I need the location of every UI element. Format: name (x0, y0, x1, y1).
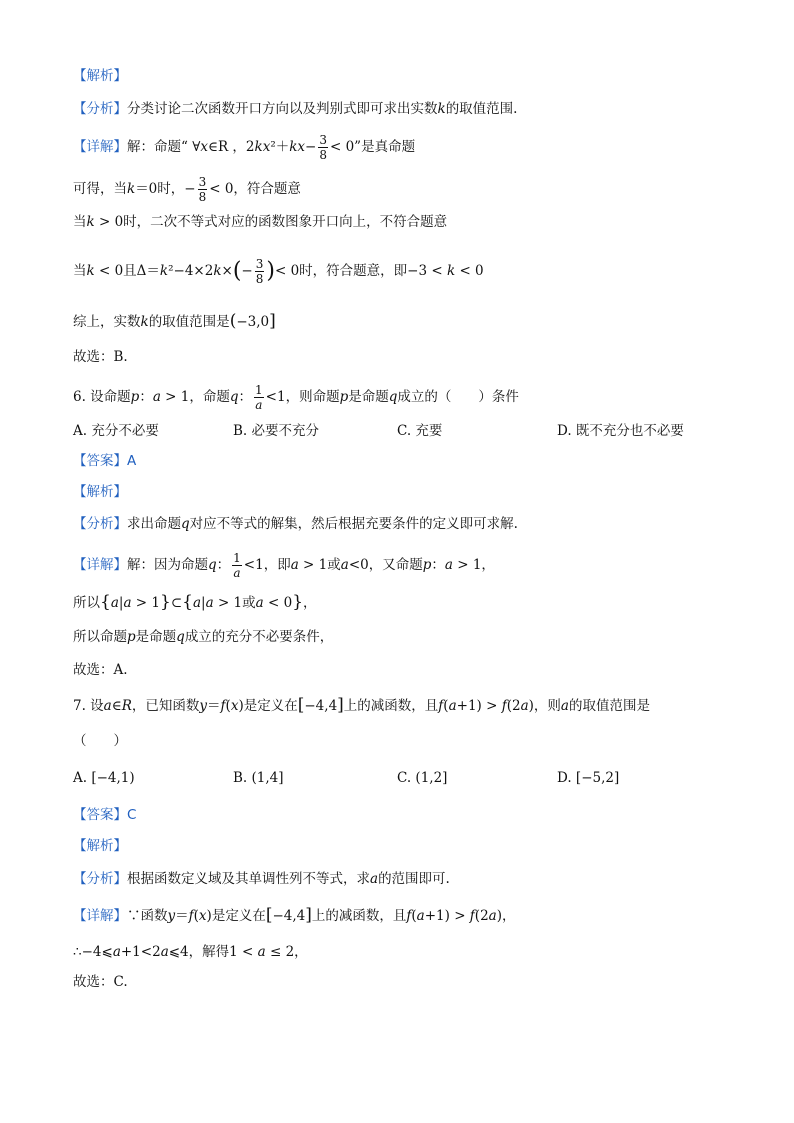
q6-jiexi-tag: 【解析】 (73, 484, 127, 500)
q6-stem: 6. 设命题p：a > 1，命题q： $\frac{1}{a}$ <1，则命题p是命题q成立的（ ）条件 (73, 383, 519, 412)
q5-fenxi-text: 分类讨论二次函数开口方向以及判别式即可求出实数k的取值范围. (127, 101, 518, 117)
q7-fenxi-tag: 【分析】 (73, 871, 127, 887)
q7-line1: ∴−4⩽a+1<2a⩽4，解得1 < a ≤ 2， (73, 944, 308, 960)
q6-option-b: B. 必要不充分 (233, 423, 320, 439)
q7-xiangjie-text: ∵函数y＝f(x)是定义在[−4,4]上的减函数，且f(a+1) > f(2a)， (127, 905, 516, 925)
q7-fenxi-text: 根据函数定义域及其单调性列不等式，求a的范围即可. (127, 871, 450, 887)
q7-daan: 【答案】C (73, 807, 137, 823)
q7-jiexi-tag: 【解析】 (73, 838, 127, 854)
q6-option-a: A. 充分不必要 (73, 423, 159, 439)
q5-xiangjie-tag: 【详解】 (73, 139, 127, 155)
q5-answer: 故选：B. (73, 349, 128, 365)
q6-option-d: D. 既不充分也不必要 (557, 423, 684, 439)
q6-xiangjie-line (73, 551, 495, 580)
q6-answer: 故选：A. (73, 662, 128, 678)
q6-fenxi-line (73, 514, 518, 534)
q7-fenxi-line (73, 869, 450, 889)
q7-xiangjie-tag: 【详解】 (73, 908, 127, 924)
q5-line3: 当k < 0且Δ＝k²−4×2k×(− $\frac{3}{8}$ )< 0时，符合题意，即−3 < k < 0 (73, 257, 484, 286)
q6-line2: 所以命题p是命题q成立的充分不必要条件， (73, 629, 334, 645)
q7-option-d: D. [−5,2] (557, 770, 620, 786)
q7-xiangjie-line (73, 905, 516, 926)
q6-fenxi-text: 求出命题q对应不等式的解集，然后根据充要条件的定义即可求解. (127, 516, 518, 532)
q5-line4: 综上，实数k的取值范围是(−3,0] (73, 311, 276, 331)
q6-xiangjie-tag: 【详解】 (73, 557, 127, 573)
q7-option-b: B. (1,4] (233, 770, 284, 786)
q6-fenxi-tag: 【分析】 (73, 516, 127, 532)
q7-answer: 故选：C. (73, 974, 128, 990)
q6-xiangjie-text: 解：因为命题q： $\frac{1}{a}$ <1，即a > 1或a<0，又命题p：a > 1， (127, 551, 495, 580)
q6-line1: 所以{a|a > 1}⊂{a|a > 1或a < 0}， (73, 592, 317, 612)
q5-line1: 可得，当k＝0时，− $\frac{3}{8}$ < 0，符合题意 (73, 175, 301, 204)
q5-xiangjie-line (73, 133, 415, 162)
q6-daan: 【答案】A (73, 453, 137, 469)
q5-jiexi-tag: 【解析】 (73, 68, 127, 84)
q7-stem: 7. 设a∈R，已知函数y＝f(x)是定义在[−4,4]上的减函数，且f(a+1) > f(2a)，则a的取值范围是 (73, 695, 650, 715)
q5-xiangjie-text: 解：命题“ ∀x∈R ，2kx²＋kx− $\frac{3}{8}$ < 0”是真命题 (127, 133, 416, 162)
q7-option-c: C. (1,2] (397, 770, 448, 786)
q7-stem-paren: （ ） (73, 733, 127, 749)
q7-option-a: A. [−4,1) (73, 770, 135, 786)
q5-fenxi-tag: 【分析】 (73, 101, 127, 117)
q5-fenxi-line (73, 99, 517, 119)
q5-line2: 当k > 0时，二次不等式对应的函数图象开口向上，不符合题意 (73, 214, 448, 230)
q6-option-c: C. 充要 (397, 423, 443, 439)
